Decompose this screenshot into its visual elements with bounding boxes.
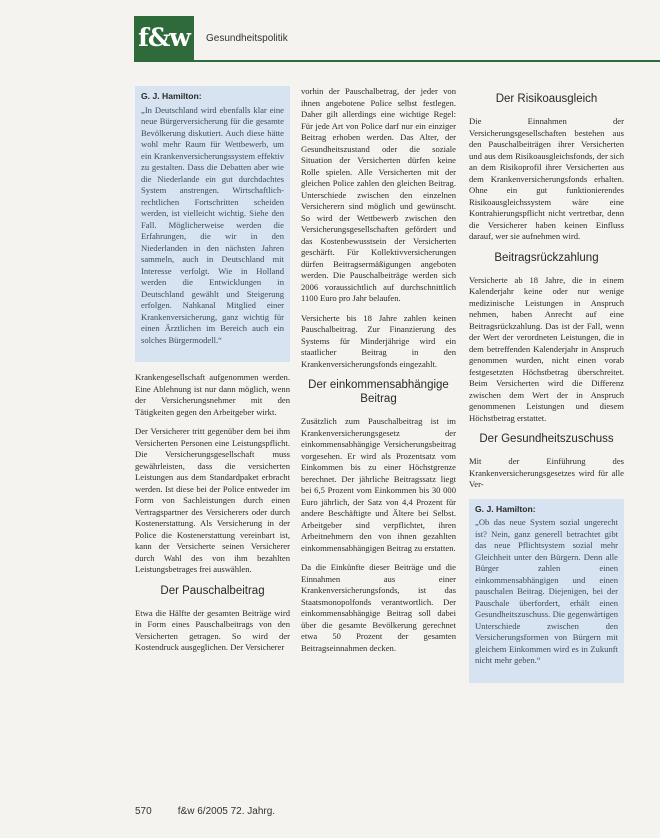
heading-pauschalbeitrag: Der Pauschalbeitrag [160, 584, 265, 597]
quote-author: G. J. Hamilton: [141, 91, 202, 101]
paragraph: Versicherte ab 18 Jahre, die in einem Kalenderjahr keine oder nur wenige medizinische Leistungen in Anspruch nehmen, haben Anrecht auf eine Beitragsrückzahlung. Das ist der Fall, wenn der Wert der verordneten Leistungen, die in dem betreffenden Kalenderjahr in Anspruch genommen wurden, nicht einen vorab festgesetzten Höchstbetrag überschreitet. Beim Versicherten wird die Differenz zwischen dem Wert der in Anspruch genommenen Leistungen und diesem Höchstbetrag erstattet. [469, 274, 624, 423]
issue-info: f&w 6/2005 72. Jahrg. [177, 806, 276, 817]
section-title: Gesundheitspolitik [206, 33, 288, 44]
paragraph: Zusätzlich zum Pauschalbeitrag ist im Krankenversicherungsgesetz der einkommensabhängige Versicherungsbeitrag vorgesehen. Er wird als Prozentsatz vom Einkommen bis zu einer Höchstgrenze berechnet. Der jährliche Beitragssatz liegt bei 6,5 Prozent vom Einkommen bis 30 000 Euro jährlich, der Satz von 4,4 Prozent für andere Beschäftigte und Ältere bei Selbst. Arbeitgeber sind verpflichtet, ihren Arbeitnehmern den von ihnen gezahlten einkommensabhängigen Beitrag zu erstatten. [301, 416, 456, 553]
heading-beitragsrueckzahlung: Beitragsrückzahlung [494, 251, 599, 264]
heading-risikoausgleich: Der Risikoausgleich [495, 93, 598, 105]
paragraph: Krankengesellschaft aufgenommen werden. Eine Ablehnung ist nur dann möglich, wenn der Versicherungsnehmer mit den Tätigkeiten gegen den Arbeitgeber wirkt. [135, 372, 290, 417]
paragraph: Versicherte bis 18 Jahre zahlen keinen Pauschalbeitrag. Zur Finanzierung des Systems für Minderjährige wird ein staatlicher Beitrag in den Krankenversicherungsfonds eingezahlt. [301, 312, 456, 369]
column-3 [469, 86, 624, 693]
header-rule [134, 60, 660, 62]
quote-box [469, 499, 624, 683]
quote-box [135, 86, 290, 362]
paragraph: Der Versicherer tritt gegenüber dem bei ihm Versicherten Personen eine Leistungspflicht. Die Versicherungsgesellschaft muss gewährleisten, dass die versicherten Leistungen aus dem Standardpaket erbracht werden. Ist diese bei der Police entweder im Form von Sachleistungen durch einen Vertragspartner des Versicherers oder durch Kostenerstattung. Als Versicherung in der Police die Kostenerstattung vereinbart ist, kann der Versicherte seinen Versicherer durch Wahl des von ihm bezahlten Leistungsbetrages frei auswählen. [135, 426, 290, 574]
column-1 [135, 86, 290, 662]
heading-einkommensabhaengig: Der einkommensabhängige Beitrag [308, 379, 449, 405]
quote-text: „Ob das neue System sozial ungerecht ist? Nein, ganz generell betrachtet gibt das neue Pflichtsystem sozial mehr Gleichheit unter den Bürgern. Denn alle Bürger zahlen einen einkommensabhängigen und einen pauschalen Beitrag. Diejenigen, bei der Pauschale überfordert, erhält einen Gesundheitszuschuss. Die gegenwärtigen Unterschiede zwischen den Versicherungsformen von Bürgern mit gleichem Einkommen wird es in Zukunft nicht mehr geben.“ [475, 517, 618, 665]
quote-text: „In Deutschland wird ebenfalls klar eine neue Bürgerversicherung für die gesamte Bevölkerung diskutiert. Auch diese hätte wohl mehr Raum für Wettbewerb, um ein Krankenversicherungssystem effektiv zu gestalten. Dass die Debatten aber wie die Niederlande ein gut durchdachtes System anstrengen. Wirtschaftlich-rechtlichen Fortschritten scheiden werden, ist vielleicht wichtig. Siehe den Fall. Möglicherweise werden die Erfahrungen, die wir in den Niederlanden in den nächsten Jahren sammeln, auch in Deutschland mit Interesse verfolgt. Wie in Holland werden die Entwicklungen in Deutschland gewählt und Steigerung erfolgen. Nahkanal Mitglied einer Krankenversicherung, ganz wichtig für einen Ärztlichen im Bereich auch ein solches Bürgermodell.“ [141, 104, 284, 345]
paragraph: vorhin der Pauschalbetrag, der jeder von ihnen angebotene Police selbst festlegen. Daher gilt allerdings eine wichtige Regel: Für jede Art von Police darf nur ein einziger Beitrag erhoben werden. Das Alter, der Gesundheitszustand oder die soziale Situation der Versicherten dürfen keine Rolle spielen. Alle Versicherten mit der gleichen Police zahlen den gleichen Beitrag. Unterschiede zwischen den einzelnen Versicherern sind möglich und gewünscht. So wird der Wettbewerb zwischen den Versicherungsgesellschaften gefördert und das Kostenbewusstsein der Versicherten geschärft. Für Kollektivversicherungen dürfen Beitragsermäßigungen angeboten werden. Die Pauschalbeiträge werden sich 2006 voraussichtlich auf durchschnittlich 1100 Euro pro Jahr belaufen. [301, 86, 456, 303]
logo: f&w [134, 16, 194, 60]
paragraph: Da die Einkünfte dieser Beiträge und die Einnahmen aus einer Krankenversicherungsfonds, ist das Staatsmonopolfonds verantwortlich. Der einkommensabhängige Beitrag soll dabei über die gesamte Bevölkerung gerechnet etwa 50 Prozent der gesamten Beitragseinnahmen decken. [301, 562, 456, 653]
paragraph: Mit der Einführung des Krankenversicherungsgesetzes wird für alle Ver- [469, 456, 624, 489]
page-footer [135, 806, 275, 817]
paragraph: Die Einnahmen der Versicherungsgesellschaften bestehen aus den Pauschalbeiträgen ihrer Versicherten und aus dem Risikoausgleichsfonds, der sich an dem Risikoprofil ihrer Versicherten aus dem Krankenversicherungsfonds erhalten. Ohne ein gut funktionierendes Risikoausgleichssystem wäre eine Kontrahierungspflicht nicht vertretbar, denn die Versicherer haben keinen Einfluss darauf, wer sie aufnehmen wird. [469, 116, 624, 241]
column-2 [301, 86, 456, 662]
quote-author: G. J. Hamilton: [475, 503, 536, 514]
heading-gesundheitszuschuss: Der Gesundheitszuschuss [479, 433, 614, 445]
page-number: 570 [135, 806, 152, 817]
paragraph: Etwa die Hälfte der gesamten Beiträge wird in Form eines Pauschalbeitrags von den Versicherten getragen. So wird der Kostendruck ausgeglichen. Der Versicherer [135, 607, 290, 652]
